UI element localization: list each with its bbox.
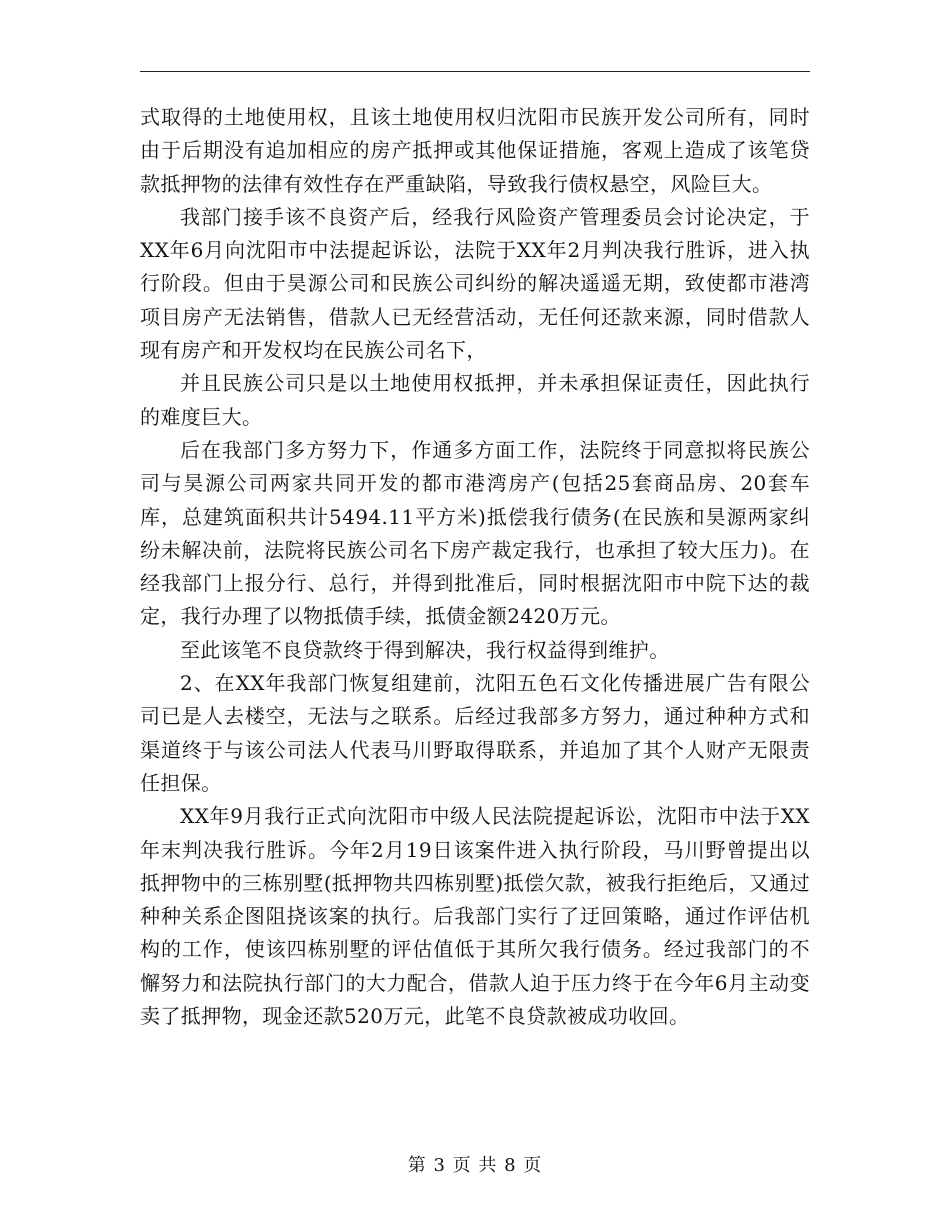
paragraph: 后在我部门多方努力下，作通多方面工作，法院终于同意拟将民族公司与昊源公司两家共同开发的都市港湾房产(包括25套商品房、20套车库，总建筑面积共计5494.11平方米)抵偿我行债务(在民族和昊源两家纠纷未解决前，法院将民族公司名下房产裁定我行，也承担了较大压力)。在经我部门上报分行、总行，并得到批准后，同时根据沈阳市中院下达的裁定，我行办理了以物抵债手续，抵债金额2420万元。 (140, 437, 810, 629)
paragraph: 至此该笔不良贷款终于得到解决，我行权益得到维护。 (180, 637, 670, 662)
page-number: 第 3 页 共 8 页 (407, 1155, 543, 1176)
paragraph: 并且民族公司只是以土地使用权抵押，并未承担保证责任，因此执行的难度巨大。 (140, 371, 810, 429)
document-body (140, 101, 810, 1033)
paragraph: XX年9月我行正式向沈阳市中级人民法院提起诉讼，沈阳市中法于XX年末判决我行胜诉。今年2月19日该案件进入执行阶段，马川野曾提出以抵押物中的三栋别墅(抵押物共四栋别墅)抵偿欠款，被我行拒绝后，又通过种种关系企图阻挠该案的执行。后我部门实行了迂回策略，通过作评估机构的工作，使该四栋别墅的评估值低于其所欠我行债务。经过我部门的不懈努力和法院执行部门的大力配合，借款人迫于压力终于在今年6月主动变卖了抵押物，现金还款520万元，此笔不良贷款被成功收回。 (140, 804, 810, 1029)
header-rule (140, 71, 810, 72)
paragraph: 我部门接手该不良资产后，经我行风险资产管理委员会讨论决定，于XX年6月向沈阳市中法提起诉讼，法院于XX年2月判决我行胜诉，进入执行阶段。但由于昊源公司和民族公司纠纷的解决遥遥无期，致使都市港湾项目房产无法销售，借款人已无经营活动，无任何还款来源，同时借款人现有房产和开发权均在民族公司名下， (140, 204, 810, 363)
paragraph: 式取得的土地使用权，且该土地使用权归沈阳市民族开发公司所有，同时由于后期没有追加相应的房产抵押或其他保证措施，客观上造成了该笔贷款抵押物的法律有效性存在严重缺陷，导致我行债权悬空，风险巨大。 (140, 105, 810, 196)
paragraph: 2、在XX年我部门恢复组建前，沈阳五色石文化传播进展广告有限公司已是人去楼空，无法与之联系。后经过我部多方努力，通过种种方式和渠道终于与该公司法人代表马川野取得联系，并追加了其个人财产无限责任担保。 (140, 671, 810, 795)
